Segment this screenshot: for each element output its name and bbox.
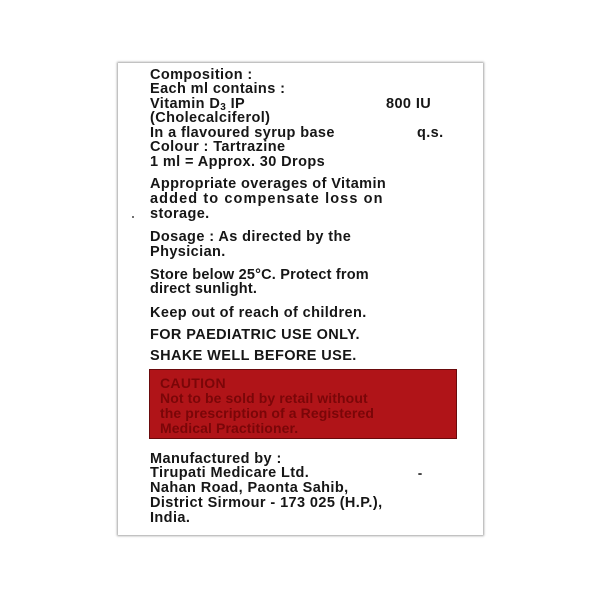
vitamin-amount: 800 IU bbox=[386, 96, 432, 112]
vitamin-alt-name: (Cholecalciferol) bbox=[150, 110, 271, 126]
print-speck bbox=[132, 216, 134, 218]
print-speck bbox=[418, 473, 422, 475]
vitamin-name: Vitamin D bbox=[150, 96, 221, 112]
base-amount: q.s. bbox=[417, 125, 444, 141]
each-ml-contains: Each ml contains : bbox=[150, 81, 286, 97]
caution-line-3: Medical Practitioner. bbox=[160, 420, 299, 436]
manufactured-by: Manufactured by : bbox=[150, 451, 282, 467]
vitamin-subscript: 3 bbox=[220, 102, 227, 113]
caution-line-1: Not to be sold by retail without bbox=[160, 390, 368, 406]
caution-box bbox=[149, 369, 457, 439]
country: India. bbox=[150, 510, 191, 526]
drops-line: 1 ml = Approx. 30 Drops bbox=[150, 154, 326, 170]
address-line-2: District Sirmour - 173 025 (H.P.), bbox=[150, 495, 383, 511]
base-text: In a flavoured syrup base bbox=[150, 125, 335, 141]
overages-line-3: storage. bbox=[150, 206, 210, 222]
dosage-line-1: Dosage : As directed by the bbox=[150, 229, 352, 245]
vitamin-grade: IP bbox=[226, 96, 246, 112]
company-name: Tirupati Medicare Ltd. bbox=[150, 465, 310, 481]
composition-heading: Composition : bbox=[150, 67, 253, 83]
storage-line-1: Store below 25°C. Protect from bbox=[150, 267, 369, 283]
dosage-line-2: Physician. bbox=[150, 244, 226, 260]
overages-line-1: Appropriate overages of Vitamin bbox=[150, 176, 387, 192]
keep-out-of-reach: Keep out of reach of children. bbox=[150, 305, 367, 321]
address-line-1: Nahan Road, Paonta Sahib, bbox=[150, 480, 349, 496]
medicine-label bbox=[118, 63, 483, 535]
caution-title: CAUTION bbox=[160, 375, 226, 391]
paediatric-use: FOR PAEDIATRIC USE ONLY. bbox=[150, 327, 360, 343]
shake-well: SHAKE WELL BEFORE USE. bbox=[150, 348, 357, 364]
caution-line-2: the prescription of a Registered bbox=[160, 405, 375, 421]
overages-line-2: added to compensate loss on bbox=[150, 191, 384, 207]
storage-line-2: direct sunlight. bbox=[150, 281, 258, 297]
colour-line: Colour : Tartrazine bbox=[150, 139, 286, 155]
